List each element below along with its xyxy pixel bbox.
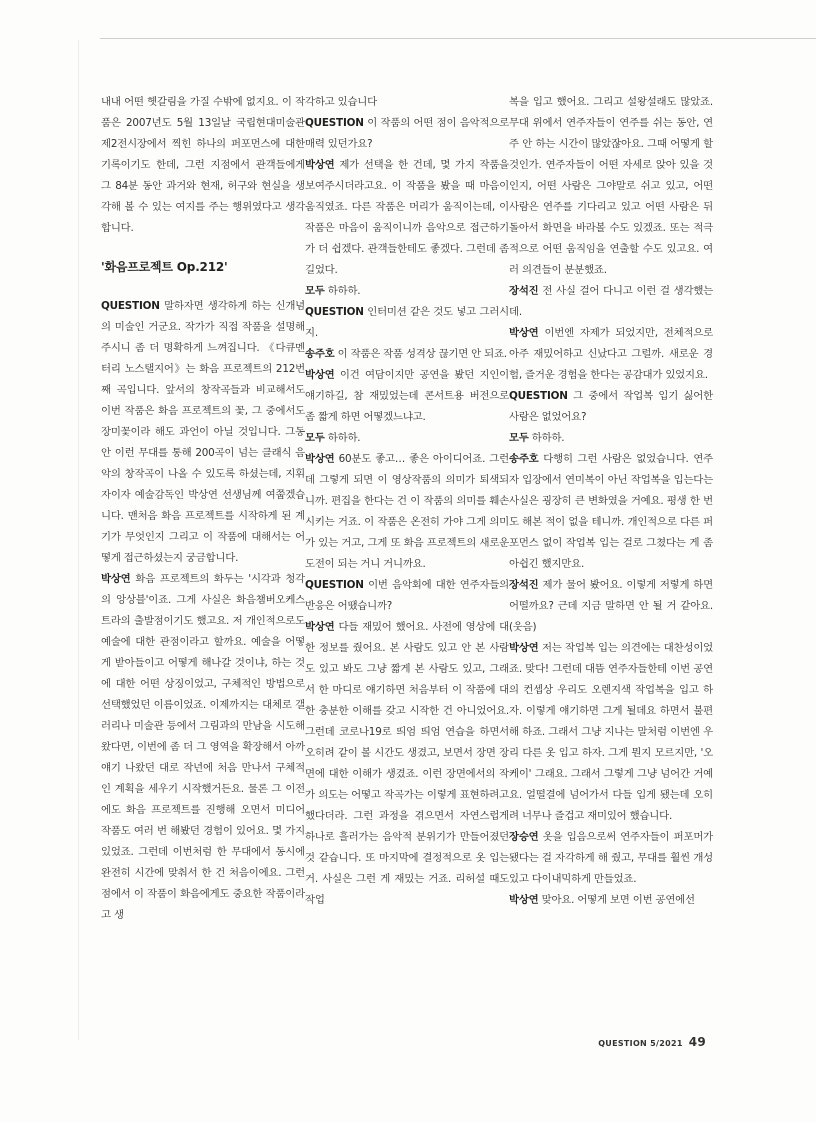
paragraph-text: 각하고 있습니다 [305, 96, 377, 108]
paragraph-text: 하하하. [327, 432, 361, 444]
paragraph-text: 화음 프로젝트의 화두는 '시각과 청각의 앙상블'이죠. 그게 사실은 화음챔버오케스트라의 출발점이기도 했고요. 저 개인적으로도 예술에 대한 관점이라고 할까요. 예술을 어떻게 받아들이고 어떻게 해나갈 것이냐, 하는 것에 대한 어떤 상징이었고, 구체적인 방법으로 선택했었던 이름이었죠. 이제까지는 대체로 갤러리나 미술관 등에서 그림과의 만남을 시도해 왔다면, 이번에 좀 더 그 영역을 확장해서 아까 얘기 나왔던 대로 작년에 처음 만나서 구체적인 계획을 세우기 시작했거든요. 물론 그 이전에도 화음 프로젝트를 진행해 오면서 미디어 작품도 여러 번 해봤던 경험이 있어요. 몇 가지 있었죠. 그런데 이번처럼 한 무대에서 동시에 완전히 시간에 맞춰서 한 건 처음이에요. 그런 점에서 이 작품이 화음에게도 중요한 작품이라고 생 [101, 573, 305, 921]
paragraph-text: 제가 선택을 한 건데, 몇 가지 작품을 보여주시더라고요. 이 작품을 봤을 때 마음이 움직였죠. 다른 작품은 머리가 움직이는데, 이 작품은 마음이 움직이니까 음악으로 접근하기가 더 쉽겠다. 관객들한테도 좋겠다. 그런데 좀 길었다. [305, 159, 509, 276]
speaker-name: QUESTION [509, 390, 568, 402]
body-paragraph [305, 92, 509, 113]
speaker-name: 박상연 [305, 453, 335, 465]
dialogue-paragraph [509, 386, 713, 428]
dialogue-paragraph [101, 296, 305, 569]
paragraph-text: 그 중에서 작업복 입기 싫어한 사람은 없었어요? [509, 390, 713, 423]
speaker-name: 박상연 [101, 573, 131, 585]
dialogue-paragraph [305, 575, 509, 617]
dialogue-paragraph [305, 155, 509, 281]
text-column-3 [509, 92, 713, 911]
dialogue-paragraph [305, 449, 509, 575]
speaker-name: 모두 [305, 432, 325, 444]
speaker-name: 송주호 [509, 453, 539, 465]
speaker-name: QUESTION [305, 579, 364, 591]
dialogue-paragraph [101, 569, 305, 926]
speaker-name: 장석진 [509, 579, 539, 591]
speaker-name: 모두 [305, 285, 325, 297]
body-paragraph [101, 92, 305, 239]
paragraph-text: 전 사실 걸어 다니고 이런 걸 생각했는데. [509, 285, 713, 318]
dialogue-paragraph [305, 113, 509, 155]
speaker-name: 박상연 [509, 894, 539, 906]
paragraph-text: 다행히 그런 사람은 없었습니다. 연주자 입장에서 연미복이 아닌 작업복을 입는다는 사실은 굉장히 큰 변화였을 거예요. 평생 한 번도 해본 적이 없을 테니까. 개인적으로 다른 퍼포먼스 없이 작업복 입는 걸로 그쳤다는 게 좀 아쉽긴 했지만요. [509, 453, 713, 570]
paragraph-text: 이 작품은 작품 성격상 끊기면 안 되죠. [337, 348, 507, 360]
dialogue-paragraph [509, 638, 713, 827]
speaker-name: 박상연 [509, 327, 539, 339]
section-heading: '화음프로젝트 Op.212' [101, 260, 228, 274]
paragraph-text: 옷을 입음으로써 연주자들이 퍼포머가 됐다는 걸 자각하게 해 줬고, 무대를 훨씬 개성 있고 다이내믹하게 만들었죠. [509, 831, 713, 885]
page-footer [598, 1035, 706, 1049]
paragraph-text: 내내 어떤 헷갈림을 가질 수밖에 없지요. 이 작품은 2007년도 5월 13일날 국립현대미술관 제2전시장에서 찍힌 하나의 퍼포먼스에 대한 기록이기도 한데, 그런 지점에서 관객들에게 그 84분 동안 과거와 현재, 허구와 현실을 생각해 볼 수 있는 여지를 주는 행위였다고 생각합니다. [101, 96, 305, 234]
speaker-name: QUESTION [101, 300, 160, 312]
paragraph-text: 맞아요. 어떻게 보면 이번 공연에선 [541, 894, 695, 906]
paragraph-text: 다들 재밌어 했어요. 사전에 영상에 대한 정보를 줬어요. 본 사람도 있고 안 본 사람도 있고 봐도 그냥 짧게 본 사람도 있고, 그래서 한 마디로 얘기하면 처음부터 이 작품에 대한 충분한 이해를 갖고 시작한 건 아니었어요. 그런데 코로나19로 띄엄 띄엄 연습을 하면서 오히려 같이 볼 시간도 생겼고, 보면서 장면 장면에 대한 이해가 생겼죠. 이런 장면에서의 작가 의도는 어떻고 작곡가는 이렇게 표현하려고 했다더라. 그런 과정을 겪으면서 자연스럽게 하나로 흘러가는 음악적 분위기가 만들어졌던 것 같습니다. 또 마지막에 결정적으로 옷 입는 거. 사실은 그런 게 재밌는 거죠. 리허설 때도 작업 [305, 621, 509, 906]
speaker-name: QUESTION [305, 306, 364, 318]
speaker-name: 모두 [509, 432, 529, 444]
dialogue-paragraph [305, 365, 509, 428]
dialogue-paragraph [305, 302, 509, 344]
body-paragraph [509, 92, 713, 281]
dialogue-paragraph [509, 449, 713, 575]
paragraph-text: 하하하. [327, 285, 361, 297]
dialogue-paragraph [305, 428, 509, 449]
dialogue-paragraph [509, 827, 713, 890]
magazine-issue: QUESTION 5/2021 [598, 1039, 683, 1048]
top-rule [100, 38, 816, 39]
dialogue-paragraph [509, 428, 713, 449]
page-edge [78, 40, 79, 1040]
paragraph-text: 이 작품의 어떤 점이 음악적으로 매력 있던가요? [305, 117, 510, 150]
dialogue-paragraph [509, 281, 713, 323]
speaker-name: 박상연 [305, 369, 335, 381]
speaker-name: 박상연 [509, 642, 539, 654]
paragraph-text: 이건 여담이지만 공연을 봤던 지인이 얘기하길, 참 재밌었는데 콘서트용 버전으로 좀 짧게 하면 어떻겠느냐고. [305, 369, 509, 423]
dialogue-paragraph [509, 575, 713, 638]
speaker-name: QUESTION [305, 117, 364, 129]
speaker-name: 박상연 [305, 159, 335, 171]
paragraph-text: 저는 작업복 입는 의견에는 대찬성이었죠. 맞다! 그런데 대뜸 연주자들한테 이번 공연의 컨셉상 우리도 오렌지색 작업복을 입고 하자. 이렇게 얘기하면 그게 될데요 하면서 불편해 하죠. 그래서 그냥 지나는 말처럼 이번엔 우리 다른 옷 입고 하자. 그게 뭔지 모르지만, '오케이' 그래요. 그래서 그렇게 그냥 넘어간 거예요. 얼떨결에 넘어가서 다들 입게 됐는데 오히려 너무나 즐겁고 재미있어 했습니다. [509, 642, 713, 822]
paragraph-text: 이번엔 자제가 되었지만, 전체적으로 아주 재밌어하고 신났다고 그럴까. 새로운 경험, 즐거운 경험을 한다는 공감대가 있었지요. [509, 327, 713, 381]
dialogue-paragraph [509, 323, 713, 386]
paragraph-text: 인터미션 같은 것도 넣고 그러시지. [305, 306, 510, 339]
speaker-name: 송주호 [305, 348, 335, 360]
paragraph-text: 말하자면 생각하게 하는 신개념의 미술인 거군요. 작가가 직접 작품을 설명해 주시니 좀 더 명확하게 느껴집니다. 《다큐멘터리 노스탤지어》는 화음 프로젝트의 212번째 곡입니다. 앞서의 창작곡들과 비교해서도 이번 작품은 화음 프로젝트의 꽃, 그 중에서도 장미꽃이라 해도 과언이 아닐 것입니다. 그동안 이런 무대를 통해 200곡이 넘는 클래식 음악의 창작곡이 나올 수 있도록 하셨는데, 지휘자이자 예술감독인 박상연 선생님께 여쭙겠습니다. 맨처음 화음 프로젝트를 시작하게 된 계기가 무엇인지 그리고 이 작품에 대해서는 어떻게 접근하셨는지 궁금합니다. [101, 300, 305, 564]
speaker-name: 장승연 [509, 831, 539, 843]
paragraph-text: 하하하. [531, 432, 565, 444]
paragraph-text: 이번 음악회에 대한 연주자들의 반응은 어땠습니까? [305, 579, 509, 612]
paragraph-text: 60분도 좋고… 좋은 아이디어죠. 그런데 그렇게 되면 이 영상작품의 의미가 퇴색되니까. 편집을 한다는 건 이 작품의 의미를 훼손시키는 거죠. 이 작품은 온전히 가야 그게 의미가 있는 거고, 그게 또 화음 프로젝트의 새로운 도전이 되는 거니 거니까요. [305, 453, 509, 570]
paragraph-text: 제가 물어 봤어요. 이렇게 저렇게 하면 어떨까요? 근데 지금 말하면 안 될 거 같아요. (웃음) [509, 579, 713, 633]
dialogue-paragraph [509, 890, 713, 911]
speaker-name: 장석진 [509, 285, 539, 297]
speaker-name: 박상연 [305, 621, 335, 633]
dialogue-paragraph [305, 344, 509, 365]
dialogue-paragraph [305, 617, 509, 911]
page-number: 49 [688, 1035, 706, 1049]
dialogue-paragraph [305, 281, 509, 302]
text-column-1 [101, 92, 305, 926]
text-column-2 [305, 92, 509, 911]
paragraph-text: 복을 입고 했어요. 그리고 설왕설래도 많았죠. 무대 위에서 연주자들이 연주를 쉬는 동안, 연주 안 하는 시간이 많았잖아요. 그때 어떻게 할 것인가. 연주자들이 어떤 자세로 앉아 있을 것인지, 어떤 사람은 그야말로 쉬고 있고, 어떤 사람은 연주를 기다리고 있고 어떤 사람은 뒤돌아서 화면을 바라볼 수도 있겠죠. 또는 적극적으로 어떤 움직임을 연출할 수도 있고요. 여러 의견들이 분분했죠. [509, 96, 713, 276]
